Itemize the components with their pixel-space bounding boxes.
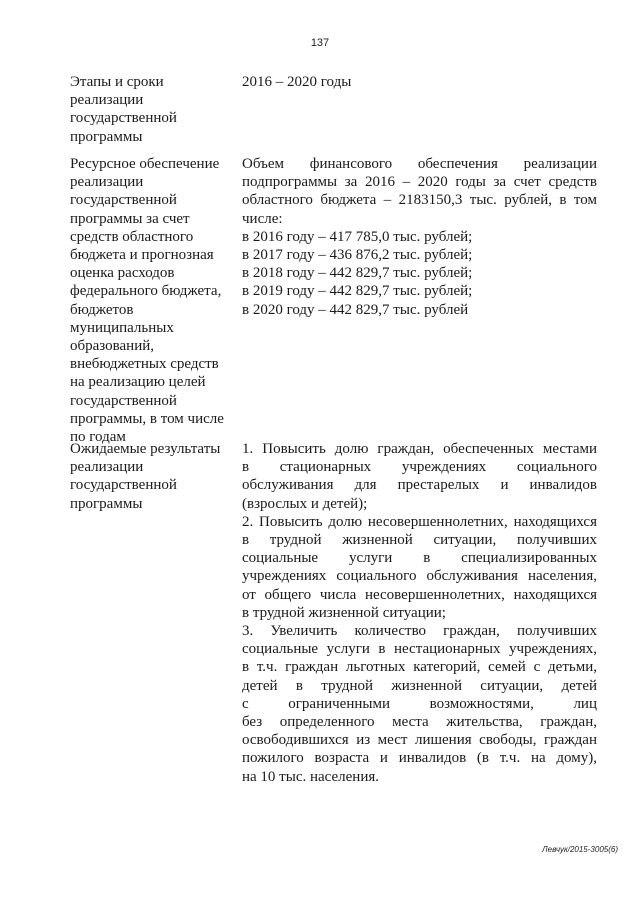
funding-content xyxy=(242,155,597,319)
result-item-1-line: 1. Повысить долю граждан, обеспеченных местами xyxy=(242,441,597,457)
result-item-2-line: учреждениях социального обслуживания населения, xyxy=(242,568,597,585)
result-item-3-line: с ограниченными возможностями, лиц xyxy=(242,695,597,712)
result-item-3-line: пожилого возраста и инвалидов (в т.ч. на дому), xyxy=(242,750,597,767)
funding-label-line: федерального бюджета, xyxy=(70,283,222,300)
result-item-2-line: от общего числа несовершеннолетних, находящихся xyxy=(242,586,597,603)
funding-label xyxy=(70,155,235,446)
results-content xyxy=(242,440,597,786)
funding-label-line: государственной xyxy=(70,392,177,409)
funding-label-line: реализации xyxy=(70,174,144,191)
result-item-2-line: в трудной жизненной ситуации, получивших xyxy=(242,532,597,549)
page-number: 137 xyxy=(310,37,330,49)
funding-label-line: оценка расходов xyxy=(70,265,175,282)
funding-label-line: средств областного xyxy=(70,228,194,245)
result-item-2-line: социальные услуги в специализированных xyxy=(242,550,597,567)
funding-intro-line: подпрограммы за 2016 – 2020 годы за счет средств xyxy=(242,174,597,191)
result-item-3-line: в т.ч. граждан льготных категорий, семей с детьми, xyxy=(242,659,597,676)
result-item-1-line: обслуживания для престарелых и инвалидов xyxy=(242,477,597,494)
results-label xyxy=(70,440,235,513)
result-item-3-line: социальные услуги в нестационарных учреждениях, xyxy=(242,641,597,658)
result-item-1-line: (взрослых и детей); xyxy=(242,495,368,512)
funding-label-line: Ресурсное обеспечение xyxy=(70,156,220,172)
result-item-3-line: детей в трудной жизненной ситуации, детей xyxy=(242,677,597,694)
result-item-2-line: в трудной жизненной ситуации; xyxy=(242,604,446,621)
funding-intro-line: числе: xyxy=(242,210,283,227)
results-label-line: реализации xyxy=(70,459,144,476)
result-item-3-line: без определенного места жительства, граждан, xyxy=(242,714,597,731)
funding-label-line: программы, в том числе xyxy=(70,410,224,427)
funding-year-line: в 2017 году – 436 876,2 тыс. рублей; xyxy=(242,247,473,264)
results-label-line: программы xyxy=(70,495,143,512)
funding-label-line: бюджета и прогнозная xyxy=(70,247,214,264)
document-footer: Левчук/2015-3005(6) xyxy=(542,845,618,854)
funding-year-line: в 2020 году – 442 829,7 тыс. рублей xyxy=(242,301,469,318)
stages-label-line: государственной xyxy=(70,110,177,127)
funding-year-line: в 2019 году – 442 829,7 тыс. рублей; xyxy=(242,283,473,300)
funding-label-line: бюджетов xyxy=(70,301,134,318)
funding-label-line: муниципальных xyxy=(70,319,174,336)
funding-year-line: в 2018 году – 442 829,7 тыс. рублей; xyxy=(242,265,473,282)
stages-label xyxy=(70,73,235,146)
funding-label-line: образований, xyxy=(70,338,155,355)
result-item-3-line: освободившихся из мест лишения свободы, граждан xyxy=(242,732,597,749)
result-item-3-line: на 10 тыс. населения. xyxy=(242,768,380,785)
funding-intro-line: Объем финансового обеспечения реализации xyxy=(242,156,597,172)
results-label-line: государственной xyxy=(70,477,177,494)
result-item-3-line: 3. Увеличить количество граждан, получивших xyxy=(242,623,597,640)
funding-label-line: программы за счет xyxy=(70,210,190,227)
funding-label-line: по годам xyxy=(70,429,126,446)
result-item-2-line: 2. Повысить долю несовершеннолетних, находящихся xyxy=(242,513,597,530)
funding-intro-line: областного бюджета – 2183150,3 тыс. рублей, в том xyxy=(242,192,597,209)
stages-value-text: 2016 – 2020 годы xyxy=(242,74,352,90)
funding-label-line: внебюджетных средств xyxy=(70,356,219,373)
funding-label-line: государственной xyxy=(70,192,177,209)
funding-label-line: на реализацию целей xyxy=(70,374,206,391)
stages-label-line: Этапы и сроки xyxy=(70,74,164,90)
result-item-1-line: в стационарных учреждениях социального xyxy=(242,459,597,476)
stages-label-line: программы xyxy=(70,128,143,145)
stages-label-line: реализации xyxy=(70,92,144,109)
results-label-line: Ожидаемые результаты xyxy=(70,441,221,457)
stages-value xyxy=(242,73,597,91)
funding-year-line: в 2016 году – 417 785,0 тыс. рублей; xyxy=(242,228,473,245)
